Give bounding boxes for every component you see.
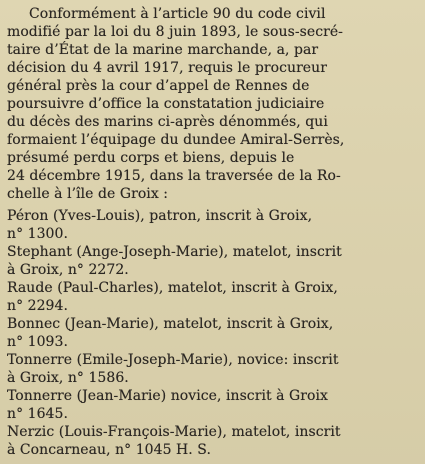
paragraph-line: 24 décembre 1915, dans la traversée de la Ro- bbox=[7, 168, 341, 184]
paragraph-line: formaient l’équipage du dundee Amiral-Serrès, bbox=[7, 132, 345, 148]
crew-entry-line: n° 2294. bbox=[7, 298, 68, 314]
crew-entry-line: Stephant (Ange-Joseph-Marie), matelot, inscrit bbox=[7, 244, 342, 260]
paragraph-line: présumé perdu corps et biens, depuis le bbox=[7, 150, 295, 166]
crew-entry-line: à Concarneau, n° 1045 H. S. bbox=[7, 442, 211, 458]
paragraph-line: décision du 4 avril 1917, requis le procureur bbox=[7, 60, 327, 76]
crew-entry-line: Nerzic (Louis-François-Marie), matelot, inscrit bbox=[7, 424, 341, 440]
crew-entry bbox=[7, 243, 417, 279]
crew-entry-line: n° 1093. bbox=[7, 334, 68, 350]
crew-entry bbox=[7, 315, 417, 351]
intro-paragraph bbox=[7, 5, 417, 203]
crew-entry bbox=[7, 207, 417, 243]
paragraph-line: taire d’État de la marine marchande, a, par bbox=[7, 42, 319, 58]
crew-entry bbox=[7, 351, 417, 387]
crew-entry bbox=[7, 387, 417, 423]
crew-entry-line: n° 1645. bbox=[7, 406, 68, 422]
paragraph-line: modifié par la loi du 8 juin 1893, le sous-secré- bbox=[7, 24, 343, 40]
crew-entry bbox=[7, 279, 417, 315]
article-text bbox=[7, 5, 417, 459]
paragraph-line: poursuivre d’office la constatation judiciaire bbox=[7, 96, 325, 112]
crew-entry-line: à Groix, n° 2272. bbox=[7, 262, 129, 278]
paragraph-line: général près la cour d’appel de Rennes de bbox=[7, 78, 310, 94]
crew-entry bbox=[7, 423, 417, 459]
crew-entry-line: Bonnec (Jean-Marie), matelot, inscrit à Groix, bbox=[7, 316, 334, 332]
paragraph-line: du décès des marins ci-après dénommés, qui bbox=[7, 114, 328, 130]
paragraph-line: chelle à l’île de Groix : bbox=[7, 186, 169, 202]
crew-entry-line: à Groix, n° 1586. bbox=[7, 370, 129, 386]
crew-entry-line: Péron (Yves-Louis), patron, inscrit à Groix, bbox=[7, 208, 313, 224]
crew-entry-line: Tonnerre (Jean-Marie) novice, inscrit à Groix bbox=[7, 388, 328, 404]
paragraph-line: Conformément à l’article 90 du code civil bbox=[29, 6, 326, 22]
crew-entry-line: Raude (Paul-Charles), matelot, inscrit à Groix, bbox=[7, 280, 338, 296]
crew-entry-line: n° 1300. bbox=[7, 226, 68, 242]
crew-entry-line: Tonnerre (Emile-Joseph-Marie), novice: inscrit bbox=[7, 352, 339, 368]
